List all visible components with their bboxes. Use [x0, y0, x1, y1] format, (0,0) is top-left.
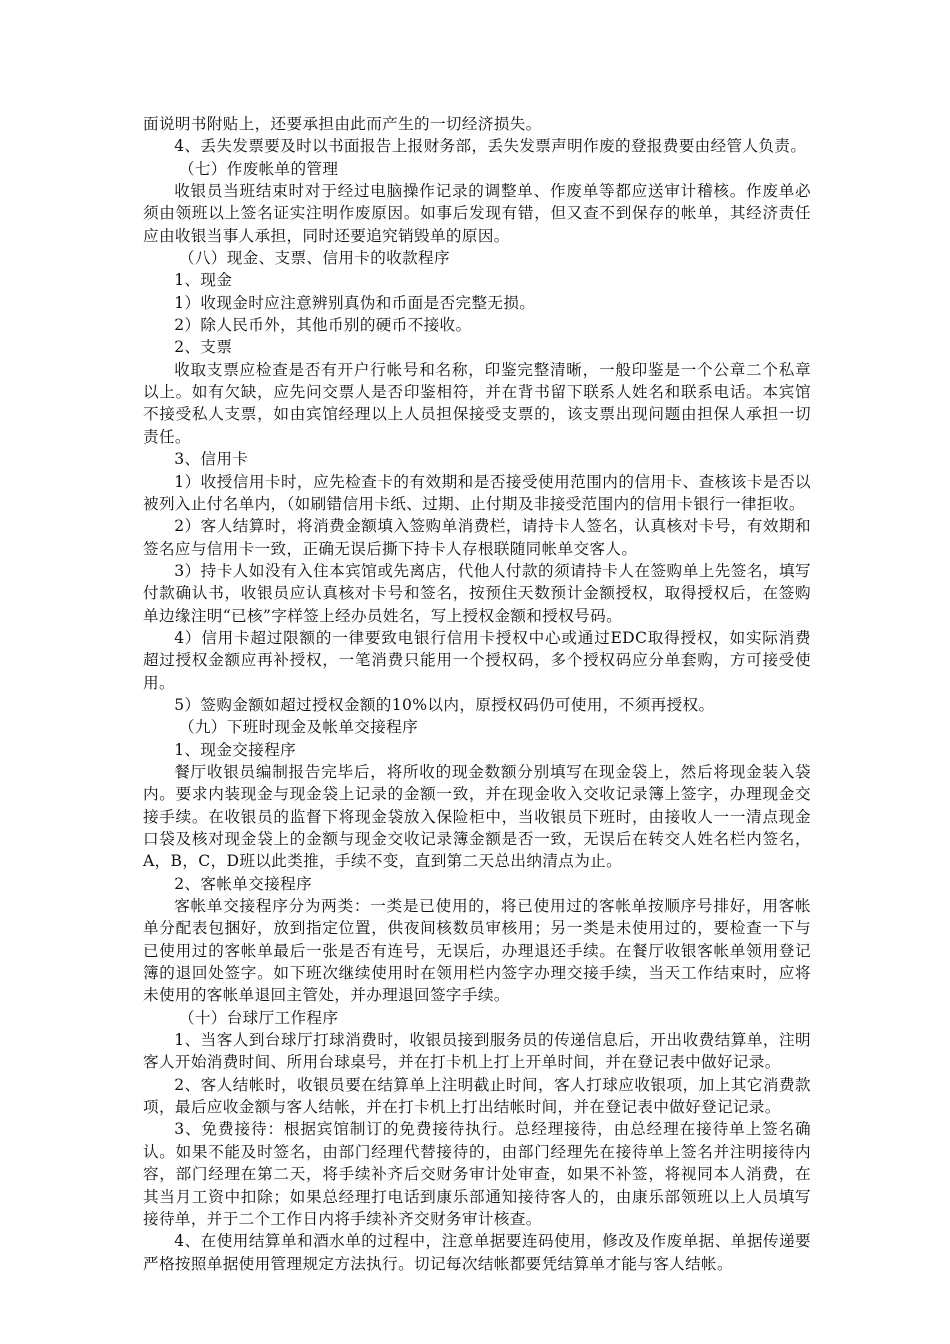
subheading: 1、现金交接程序 [174, 740, 297, 759]
paragraph: 收银员当班结束时对于经过电脑操作记录的调整单、作废单等都应送审计稽核。作废单必须由领班以上签名证实注明作废原因。如事后发现有错，但又查不到保存的帐单，其经济责任应由收银当事人承担，同时还要追究销毁单的原因。 [143, 182, 811, 245]
list-item: 2）客人结算时，将消费金额填入签购单消费栏，请持卡人签名，认真核对卡号，有效期和签名应与信用卡一致，正确无误后撕下持卡人存根联随同帐单交客人。 [143, 517, 811, 558]
list-item: 1、当客人到台球厅打球消费时，收银员接到服务员的传递信息后，开出收费结算单，注明客人开始消费时间、所用台球桌号，并在打卡机上打上开单时间，并在登记表中做好记录。 [143, 1031, 811, 1072]
section-heading: （七）作废帐单的管理 [178, 159, 339, 178]
section-heading: （八）现金、支票、信用卡的收款程序 [178, 249, 450, 268]
list-item: 4、在使用结算单和酒水单的过程中，注意单据要连码使用，修改及作废单据、单据传递要严格按照单据使用管理规定方法执行。切记每次结帐都要凭结算单才能与客人结帐。 [143, 1232, 811, 1273]
list-item: 2）除人民币外，其他币别的硬币不接收。 [174, 316, 472, 335]
list-item: 2、客人结帐时，收银员要在结算单上注明截止时间，客人打球应收银项，加上其它消费款项，最后应收金额与客人结帐，并在打卡机上打出结帐时间，并在登记表中做好登记记录。 [143, 1075, 811, 1117]
document-body [143, 113, 811, 1275]
subheading: 2、客帐单交接程序 [174, 874, 313, 893]
list-item: 3、免费接待：根据宾馆制订的免费接待执行。总经理接待，由总经理在接待单上签名确认。如果不能及时签名，由部门经理代替接待的，由部门经理先在接待单上签名并注明接待内容，部门经理在第二天，将手续补齐后交财务审计处审查，如果不补签，将视同本人消费，在其当月工资中扣除；如果总经理打电话到康乐部通知接待客人的，由康乐部领班以上人员填写接待单，并于二个工作日内将手续补齐交财务审计核查。 [143, 1120, 811, 1228]
list-item: 3）持卡人如没有入住本宾馆或先离店，代他人付款的须请持卡人在签购单上先签名，填写付款确认书，收银员应认真核对卡号和签名，按预住天数预计金额授权，取得授权后，在签购单边缘注明“已核”字样签上经办员姓名，写上授权金额和授权号码。 [143, 561, 811, 625]
list-item: 4）信用卡超过限额的一律要致电银行信用卡授权中心或通过EDC取得授权，如实际消费超过授权金额应再补授权，一笔消费只能用一个授权码，多个授权码应分单套购，方可接受使用。 [143, 628, 811, 692]
paragraph: 面说明书附贴上，还要承担由此而产生的一切经济损失。 [143, 115, 542, 133]
subheading: 3、信用卡 [174, 450, 249, 469]
paragraph: 收取支票应检查是否有开户行帐号和名称，印鉴完整清晰，一般印鉴是一个公章二个私章以上。如有欠缺，应先问交票人是否印鉴相符，并在背书留下联系人姓名和联系电话。本宾馆不接受私人支票，如由宾馆经理以上人员担保接受支票的，该支票出现问题由担保人承担一切责任。 [143, 360, 811, 446]
list-item: 1）收现金时应注意辨别真伪和币面是否完整无损。 [174, 293, 536, 312]
section-heading: （十）台球厅工作程序 [178, 1008, 339, 1027]
subheading: 1、现金 [174, 271, 233, 290]
subheading: 2、支票 [174, 338, 233, 357]
paragraph: 4、丢失发票要及时以书面报告上报财务部，丢失发票声明作废的登报费要由经管人负责。 [174, 137, 807, 156]
paragraph: 客帐单交接程序分为两类：一类是已使用的，将已使用过的客帐单按顺序号排好，用客帐单分配表包捆好，放到指定位置，供夜间核数员审核用；另一类是未使用过的，要检查一下与已使用过的客帐单最后一张是否有连号，无误后，办理退还手续。在餐厅收银客帐单领用登记簿的退回处签字。如下班次继续使用时在领用栏内签字办理交接手续，当天工作结束时，应将未使用的客帐单退回主管处，并办理退回签字手续。 [143, 897, 811, 1005]
paragraph: 餐厅收银员编制报告完毕后，将所收的现金数额分别填写在现金袋上，然后将现金装入袋内。要求内装现金与现金袋上记录的金额一致，并在现金收入交收记录簿上签字，办理现金交接手续。在收银员的监督下将现金袋放入保险柜中，当收银员下班时，由接收人一一清点现金口袋及核对现金袋上的金额与现金交收记录簿金额是否一致，无误后在转交人姓名栏内签名，A，B，C，D班以此类推，手续不变，直到第二天总出纳清点为止。 [143, 762, 811, 871]
section-heading: （九）下班时现金及帐单交接程序 [178, 718, 419, 737]
list-item: 1）收授信用卡时，应先检查卡的有效期和是否接受使用范围内的信用卡、查核该卡是否以被列入止付名单内，（如刷错信用卡纸、过期、止付期及非接受范围内的信用卡银行一律拒收。 [143, 472, 811, 513]
list-item: 5）签购金额如超过授权金额的10%以内，原授权码仍可使用，不须再授权。 [174, 695, 715, 714]
